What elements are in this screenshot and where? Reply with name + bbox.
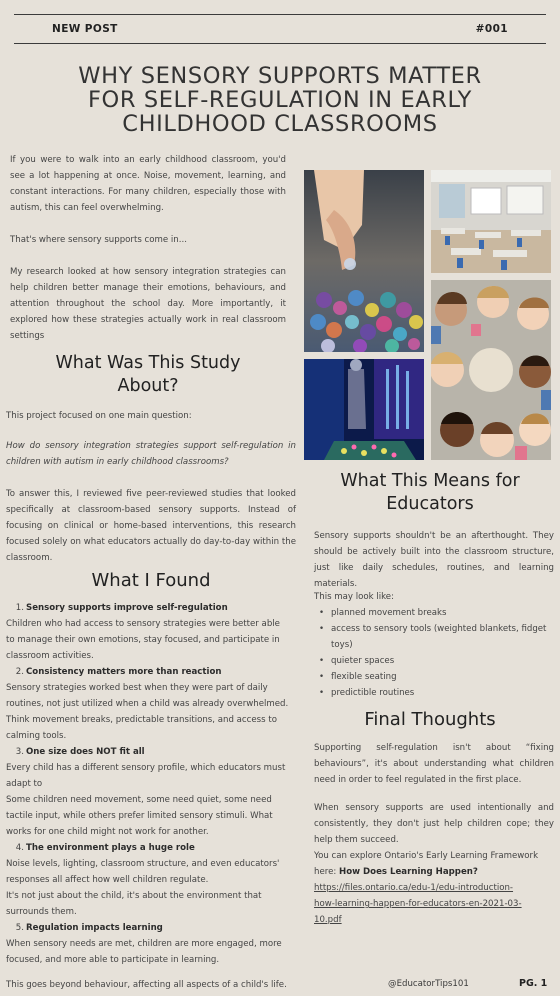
finding-number: 4. [15, 843, 24, 853]
photo-sensory-room [304, 359, 424, 460]
photo-children-circle [431, 280, 551, 460]
finding-text-line: surrounds them. [6, 907, 77, 917]
findings-list [6, 600, 302, 968]
finding-text-line: When sensory needs are met, children are more engaged, more [6, 939, 282, 949]
finding-text-line: It's not just about the child, it's about the environment that [6, 891, 262, 901]
finding-text-line: classroom activities. [6, 651, 94, 661]
finding-text-line: works for one child might not work for another. [6, 827, 209, 837]
finding-text-line: responses all affect how well children regulate. [6, 875, 209, 885]
finding-text-line: Think movement breaks, predictable transitions, and access to [6, 715, 277, 725]
post-number: #001 [475, 23, 508, 35]
social-handle: @EducatorTips101 [388, 979, 469, 989]
finding-title: Regulation impacts learning [26, 923, 163, 933]
finding-number: 3. [15, 747, 24, 757]
final-paragraph-2: When sensory supports are used intentionally and consistently, they don't just help children cope; they help them succeed. [314, 803, 554, 845]
bullet-item: • planned movement breaks [314, 605, 554, 621]
page-title: WHY SENSORY SUPPORTS MATTER FOR SELF-REGULATION IN EARLY CHILDHOOD CLASSROOMS [78, 63, 482, 137]
finding-text-line: Sensory strategies worked best when they were part of daily [6, 683, 268, 693]
finding-text-line: focused, and more able to participate in learning. [6, 955, 220, 965]
educators-bullet-list [314, 605, 554, 701]
finding-item [6, 744, 302, 840]
final-paragraph-3: You can explore Ontario's Early Learning Framework here: How Does Learning Happen? [314, 851, 539, 877]
framework-link[interactable]: https://files.ontario.ca/edu-1/edu-introduction- how-learning-happen-for-educators-en-2021-03- 10.pdf [314, 883, 522, 925]
intro-paragraph-1: If you were to walk into an early childhood classroom, you'd see a lot happening at once. Noise, movement, learning, and constant interactions. For many children, especially those with autism, this can feel overwhelming. [10, 155, 286, 213]
educators-heading: What This Means for Educators [340, 471, 520, 514]
finding-number: 5. [15, 923, 24, 933]
finding-text-line: Noise levels, lighting, classroom structure, and even educators' [6, 859, 280, 869]
finding-title: One size does NOT fit all [26, 747, 145, 757]
study-heading: What Was This Study About? [55, 353, 241, 396]
finding-item [6, 920, 302, 968]
finding-item [6, 664, 302, 744]
study-paragraph-2: To answer this, I reviewed five peer-reviewed studies that looked specifically at classroom-based sensory supports. Instead of focusing on clinical or home-based interventions, this research focused solely on what educators actually do day-to-day within the classroom. [6, 489, 296, 563]
educators-paragraph-2: This may look like: [314, 592, 394, 602]
new-post-label: NEW POST [52, 23, 118, 35]
photo-classroom [431, 170, 551, 273]
finding-title: Sensory supports improve self-regulation [26, 603, 228, 613]
study-paragraph-1: This project focused on one main question: [6, 411, 192, 421]
research-question: How do sensory integration strategies support self-regulation in children with autism in early childhood classrooms? [6, 441, 296, 467]
finding-title: The environment plays a huge role [26, 843, 195, 853]
finding-text-line: Children who had access to sensory strategies were better able [6, 619, 280, 629]
final-paragraph-1: Supporting self-regulation isn't about “fixing behaviours”, it's about understanding what children need in order to feel regulated in the first place. [314, 743, 554, 785]
finding-number: 1. [15, 603, 24, 613]
finding-title: Consistency matters more than reaction [26, 667, 222, 677]
intro-paragraph-2: That's where sensory supports come in... [10, 235, 187, 245]
finding-number: 2. [15, 667, 24, 677]
framework-title: How Does Learning Happen? [339, 867, 478, 877]
found-closing: This goes beyond behaviour, affecting all aspects of a child's life. [6, 980, 287, 990]
finding-text-line: adapt to [6, 779, 43, 789]
finding-text-line: to manage their own emotions, stay focused, and participate in [6, 635, 280, 645]
page-number: PG. 1 [519, 978, 548, 989]
finding-item [6, 840, 302, 920]
header-bar [14, 14, 546, 44]
finding-text-line: Every child has a different sensory profile, which educators must [6, 763, 286, 773]
bullet-item: • quieter spaces [314, 653, 554, 669]
finding-item [6, 600, 302, 664]
finding-text-line: tactile input, while others prefer limited sensory stimuli. What [6, 811, 273, 821]
bullet-item: • predictible routines [314, 685, 554, 701]
finding-text-line: routines, not just utilized when a child was already overwhelmed. [6, 699, 289, 709]
educators-paragraph-1: Sensory supports shouldn't be an afterthought. They should be actively built into the classroom structure, just like daily schedules, routines, and learning materials. [314, 531, 554, 589]
photo-water-beads [304, 170, 424, 352]
bullet-item: • access to sensory tools (weighted blankets, fidget toys) [314, 621, 554, 653]
finding-text-line: calming tools. [6, 731, 67, 741]
found-heading: What I Found [91, 570, 211, 591]
bullet-item: • flexible seating [314, 669, 554, 685]
final-heading: Final Thoughts [364, 709, 496, 730]
intro-paragraph-3: My research looked at how sensory integration strategies can help children better manage their emotions, behaviours, and attention throughout the school day. More importantly, it explored how these strategies actually work in real classroom settings [10, 267, 286, 341]
finding-text-line: Some children need movement, some need quiet, some need [6, 795, 272, 805]
